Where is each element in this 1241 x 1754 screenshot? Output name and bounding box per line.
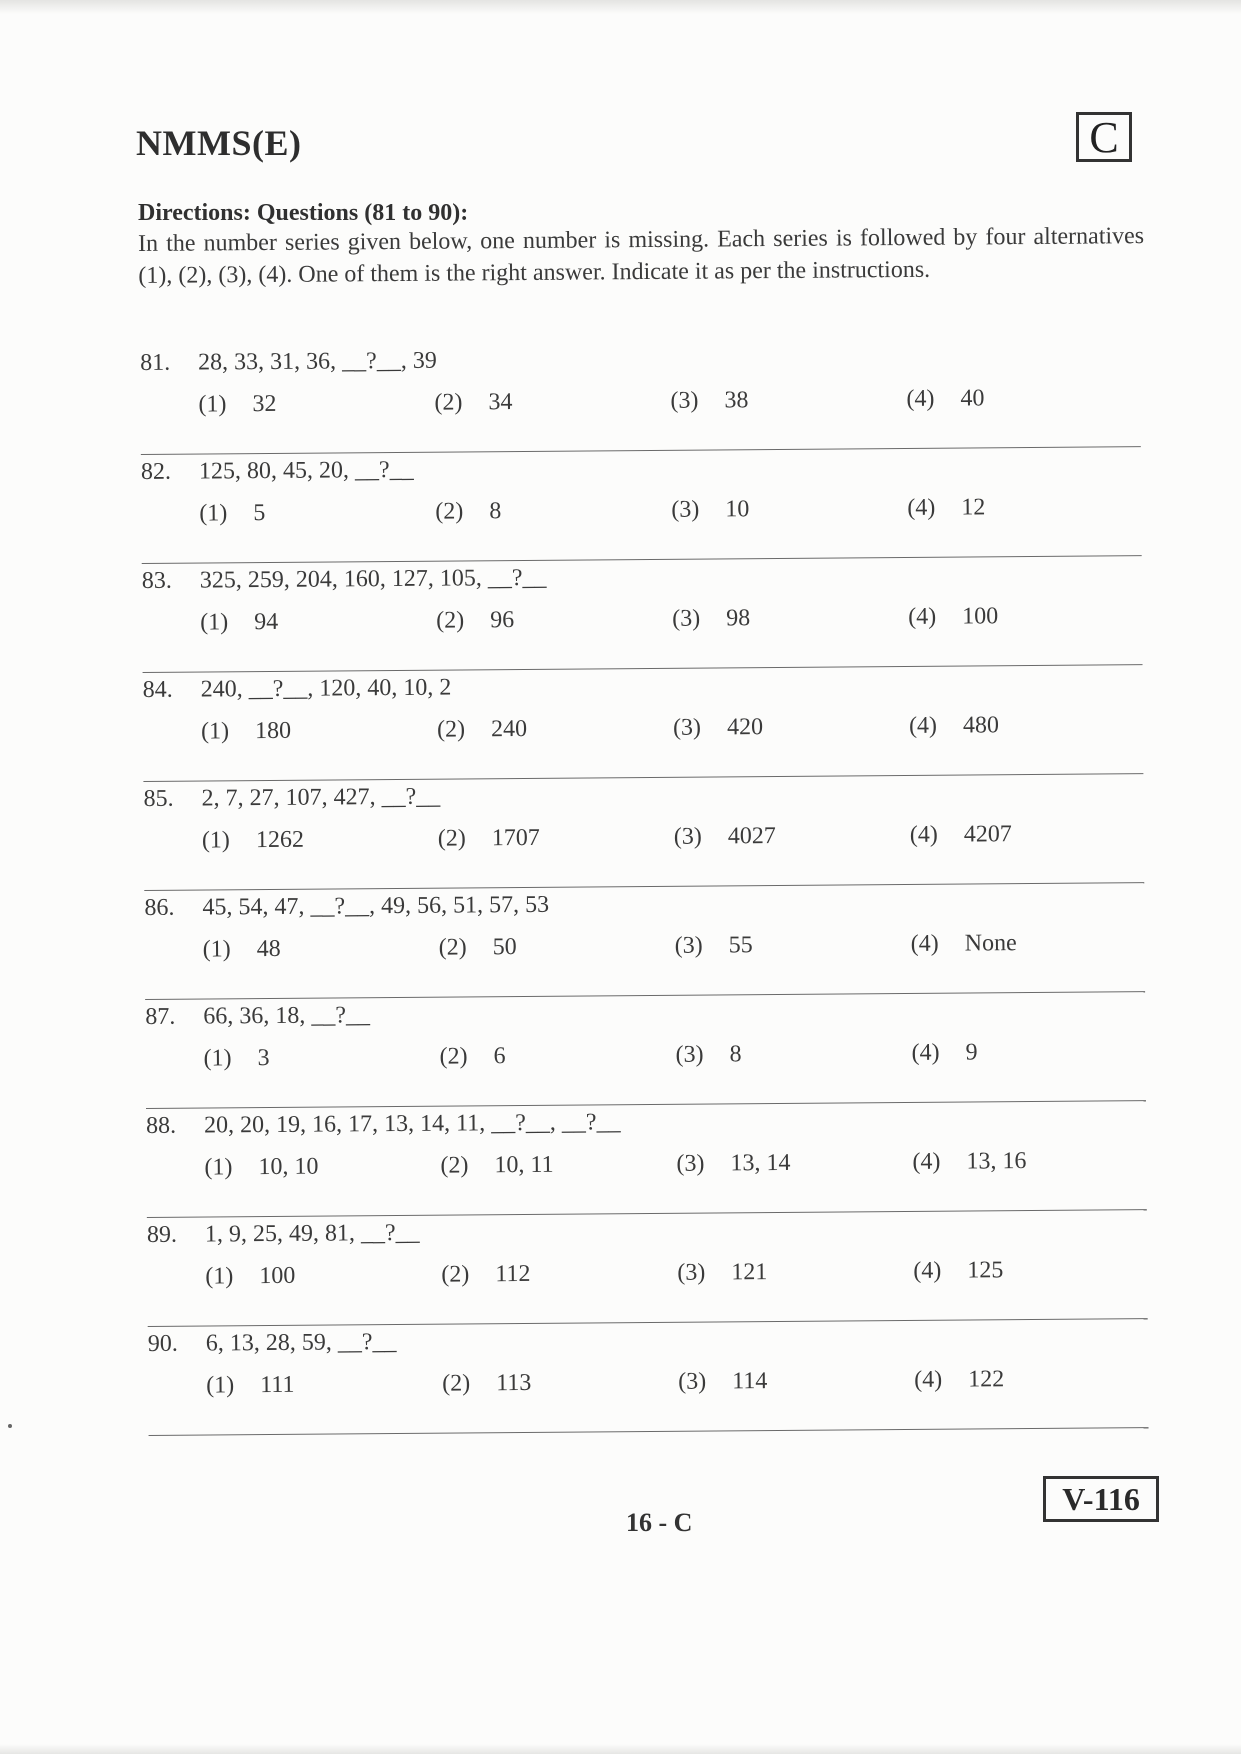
- option-label: (1): [200, 718, 230, 745]
- question-stem: [147, 1220, 420, 1249]
- scan-edge-top: [0, 0, 1241, 14]
- option: [913, 1257, 1003, 1285]
- options-row: [199, 493, 1139, 527]
- option: [206, 1372, 294, 1400]
- question-series: 125, 80, 45, 20, __?__: [198, 456, 414, 485]
- options-row: [204, 1147, 1144, 1181]
- option-value: 113: [496, 1369, 532, 1397]
- option-label: (4): [912, 1148, 941, 1175]
- option-value: 122: [968, 1366, 1005, 1393]
- option: [911, 930, 1017, 958]
- option: [437, 716, 527, 744]
- question-series: 45, 54, 47, __?__, 49, 56, 51, 57, 53: [202, 891, 550, 921]
- option-label: (4): [906, 385, 935, 412]
- question-stem: [143, 784, 440, 813]
- question-number: 86.: [144, 894, 175, 921]
- question-number: 89.: [146, 1221, 178, 1248]
- option-label: (3): [671, 496, 700, 523]
- option-label: (1): [199, 500, 228, 527]
- option: [914, 1366, 1004, 1394]
- option-label: (1): [202, 936, 231, 963]
- option-value: 50: [492, 934, 517, 961]
- page-number: 16 - C: [626, 1508, 693, 1537]
- option: [678, 1368, 767, 1396]
- question-series: 2, 7, 27, 107, 427, __?__: [201, 783, 441, 812]
- option-value: 180: [254, 717, 292, 745]
- option-label: (3): [673, 823, 702, 850]
- options-row: [203, 1038, 1143, 1072]
- options-row: [202, 929, 1143, 963]
- question-number: 81.: [140, 349, 171, 376]
- question-90: [148, 1319, 1149, 1436]
- option-value: 13, 16: [966, 1148, 1027, 1175]
- option: [440, 1152, 553, 1180]
- exam-code: NMMS(E): [136, 123, 302, 163]
- option-label: (3): [675, 1041, 704, 1068]
- option-value: 1707: [491, 824, 540, 852]
- option: [671, 496, 749, 524]
- option-label: (2): [442, 1370, 471, 1397]
- option: [205, 1263, 295, 1291]
- option: [441, 1261, 530, 1289]
- question-stem: [142, 565, 547, 595]
- option-value: 55: [728, 932, 753, 959]
- option: [912, 1148, 1026, 1176]
- option-label: (3): [676, 1150, 705, 1177]
- option: [674, 823, 776, 851]
- option-label: (3): [670, 387, 699, 414]
- option: [672, 605, 750, 633]
- option-value: 112: [495, 1260, 531, 1288]
- question-stem: [141, 457, 414, 486]
- option-value: 48: [256, 935, 281, 963]
- option-label: (2): [435, 498, 464, 525]
- option: [200, 609, 278, 637]
- option-label: (4): [908, 603, 937, 630]
- option-value: 6: [493, 1043, 506, 1070]
- option-value: 32: [252, 390, 277, 418]
- option: [908, 603, 998, 631]
- question-number: 87.: [145, 1003, 176, 1030]
- options-row: [205, 1256, 1145, 1290]
- option-label: (4): [911, 1039, 940, 1066]
- option-value: 3: [257, 1045, 270, 1072]
- question-stem: [140, 348, 437, 377]
- option-label: (4): [909, 821, 938, 848]
- option-value: 121: [731, 1259, 768, 1286]
- question-series: 240, __?__, 120, 40, 10, 2: [200, 674, 452, 703]
- question-83: [142, 556, 1143, 673]
- question-list: [140, 338, 1149, 1436]
- options-row: [206, 1365, 1146, 1399]
- option: [675, 932, 753, 960]
- option-value: 111: [260, 1371, 295, 1399]
- option: [670, 387, 748, 415]
- option-value: 96: [490, 607, 515, 634]
- option: [675, 1041, 741, 1069]
- option-value: 10, 11: [494, 1151, 554, 1179]
- question-stem: [148, 1329, 397, 1358]
- question-84: [143, 665, 1144, 782]
- option-value: 8: [729, 1041, 742, 1068]
- question-series: 20, 20, 19, 16, 17, 13, 14, 11, __?__, __?__: [204, 1109, 621, 1139]
- paper-code-box: V-116: [1043, 1476, 1159, 1522]
- question-86: [144, 883, 1145, 1000]
- question-stem: [146, 1109, 621, 1140]
- directions-text: In the number series given below, one number is missing. Each series is followed by four alternatives (1), (2), (3), (4). One of them is the right answer. Indicate it as per the instructions.: [138, 223, 1145, 289]
- option-label: (2): [437, 825, 466, 852]
- option-label: (4): [910, 930, 939, 957]
- option: [199, 500, 265, 528]
- options-row: [198, 384, 1138, 418]
- option: [436, 607, 514, 635]
- question-number: 88.: [146, 1112, 177, 1139]
- option-label: (1): [204, 1154, 233, 1181]
- option: [439, 934, 517, 962]
- option-label: (1): [206, 1372, 235, 1399]
- option: [439, 1043, 505, 1071]
- question-number: 84.: [142, 676, 173, 703]
- option-label: (2): [436, 716, 466, 743]
- question-series: 66, 36, 18, __?__: [203, 1002, 371, 1030]
- option: [676, 1150, 790, 1178]
- option-value: 114: [732, 1368, 768, 1395]
- options-row: [200, 711, 1141, 745]
- scan-speck: [8, 1424, 12, 1428]
- question-series: 325, 259, 204, 160, 127, 105, __?__: [199, 564, 547, 594]
- option-value: 1262: [255, 826, 304, 854]
- option-value: 94: [254, 608, 279, 636]
- option: [673, 714, 763, 742]
- option: [677, 1259, 767, 1287]
- option-label: (4): [908, 712, 938, 739]
- options-row: [201, 820, 1142, 854]
- option-label: (1): [205, 1263, 234, 1290]
- question-88: [146, 1101, 1147, 1218]
- option-label: (2): [441, 1261, 470, 1288]
- question-stem: [144, 892, 549, 922]
- option-value: 100: [962, 603, 999, 630]
- option-value: 100: [259, 1262, 296, 1290]
- option: [907, 494, 985, 522]
- option-label: (2): [440, 1152, 469, 1179]
- option-label: (3): [672, 605, 701, 632]
- question-82: [141, 447, 1142, 564]
- question-87: [145, 992, 1146, 1109]
- option-value: 10: [725, 496, 750, 523]
- question-81: [140, 338, 1141, 455]
- option-label: (2): [439, 1043, 468, 1070]
- option-label: (1): [203, 1045, 232, 1072]
- question-stem: [143, 675, 452, 704]
- option-value: 98: [726, 605, 751, 632]
- option-value: 4207: [963, 821, 1012, 848]
- option-value: 4027: [727, 823, 776, 850]
- option-value: 8: [489, 498, 502, 525]
- directions-title: Directions: Questions (81 to 90):: [138, 200, 469, 226]
- scan-edge-bottom: [0, 1744, 1241, 1754]
- option: [434, 389, 512, 417]
- option-label: (3): [677, 1259, 706, 1286]
- option: [911, 1039, 977, 1067]
- option: [442, 1370, 531, 1398]
- option-value: 240: [490, 715, 528, 743]
- set-letter-box: C: [1076, 112, 1132, 162]
- option-label: (3): [674, 932, 703, 959]
- option-label: (3): [672, 714, 702, 741]
- option-value: 13, 14: [730, 1149, 791, 1177]
- option: [203, 1045, 269, 1073]
- option: [910, 821, 1012, 849]
- option: [202, 827, 304, 855]
- question-number: 85.: [143, 785, 174, 812]
- option-value: 480: [962, 712, 1000, 739]
- option-value: 10, 10: [258, 1153, 319, 1181]
- option-label: (1): [198, 391, 227, 418]
- option-label: (4): [914, 1366, 943, 1393]
- question-series: 6, 13, 28, 59, __?__: [205, 1329, 397, 1357]
- option-value: 420: [726, 714, 764, 741]
- option-label: (2): [434, 389, 463, 416]
- option-value: None: [964, 930, 1017, 957]
- question-number: 82.: [140, 458, 172, 485]
- question-series: 28, 33, 31, 36, __?__, 39: [198, 347, 437, 376]
- option: [906, 385, 984, 413]
- option: [438, 825, 540, 853]
- option: [204, 1154, 318, 1182]
- options-row: [200, 602, 1140, 636]
- question-number: 83.: [141, 567, 172, 594]
- option-value: 40: [960, 385, 985, 412]
- option: [909, 712, 999, 740]
- question-series: 1, 9, 25, 49, 81, __?__: [204, 1219, 420, 1248]
- option-value: 125: [967, 1257, 1004, 1284]
- option-value: 5: [253, 500, 266, 527]
- option-label: (4): [913, 1257, 942, 1284]
- option: [198, 391, 276, 419]
- option-label: (3): [678, 1368, 707, 1395]
- option-label: (1): [200, 609, 229, 636]
- option-value: 9: [965, 1039, 978, 1066]
- option-value: 38: [724, 387, 749, 414]
- question-85: [143, 774, 1144, 891]
- option: [203, 936, 281, 964]
- question-stem: [145, 1002, 370, 1031]
- question-number: 90.: [147, 1330, 178, 1357]
- option-label: (4): [907, 494, 936, 521]
- option-label: (2): [438, 934, 467, 961]
- option-label: (1): [201, 827, 230, 854]
- option: [201, 718, 291, 746]
- question-89: [147, 1210, 1148, 1327]
- option-label: (2): [436, 607, 465, 634]
- option-value: 34: [488, 389, 513, 416]
- option: [435, 498, 501, 526]
- option-value: 12: [961, 494, 986, 521]
